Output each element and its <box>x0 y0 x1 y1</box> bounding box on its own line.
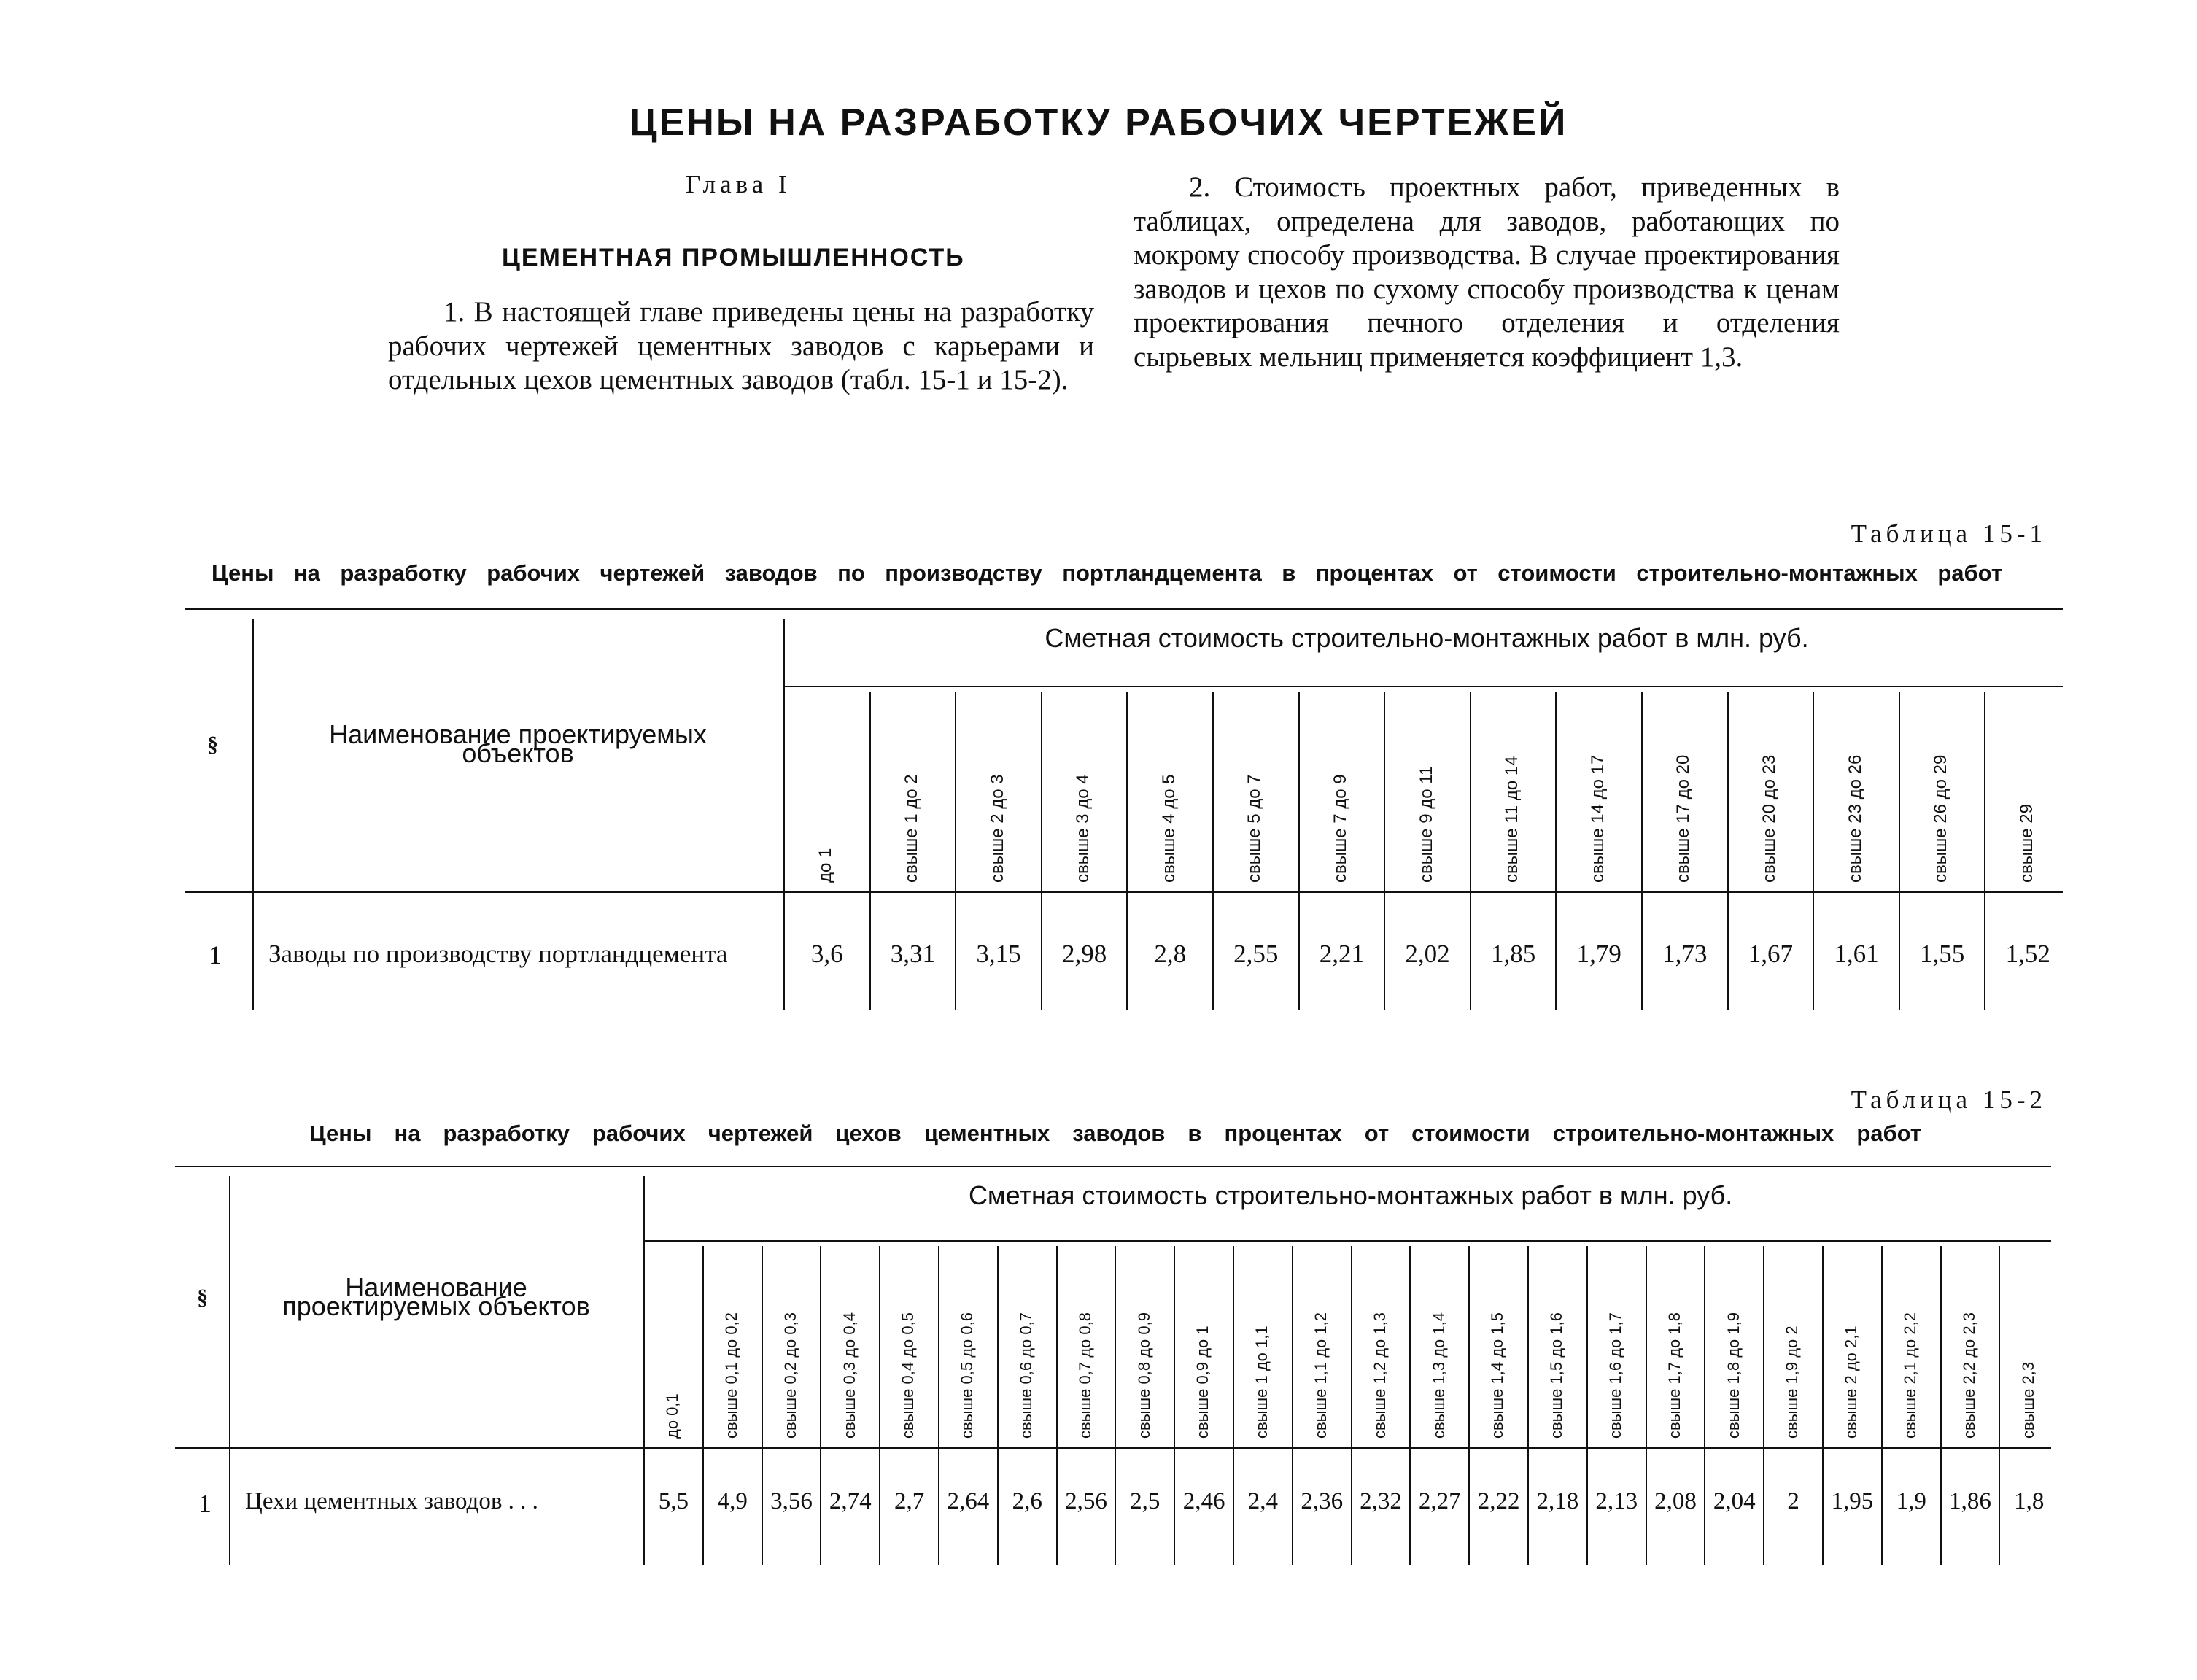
range-col-divider <box>1822 1246 1824 1565</box>
range-header: свыше 0,2 до 0,3 <box>780 1312 799 1439</box>
value-cell: 2,04 <box>1713 1488 1756 1514</box>
chapter-label: Глава I <box>686 170 791 198</box>
value-cell: 2,22 <box>1477 1488 1520 1514</box>
value-cell: 2,74 <box>829 1488 872 1514</box>
range-header: свыше 11 до 14 <box>1502 756 1522 883</box>
range-col-divider <box>1763 1246 1764 1565</box>
value-cell: 2,46 <box>1182 1488 1225 1514</box>
value-cell: 1,55 <box>1919 940 1965 968</box>
group-header-rule <box>643 1240 2051 1242</box>
table-top-rule <box>185 608 2063 610</box>
row-section: 1 <box>198 1489 212 1518</box>
range-col-divider <box>1174 1246 1175 1565</box>
value-cell: 1,52 <box>2005 940 2050 968</box>
section-col-divider <box>229 1176 230 1565</box>
value-cell: 1,9 <box>1896 1488 1926 1514</box>
value-cell: 3,31 <box>890 940 936 968</box>
value-cell: 1,67 <box>1748 940 1794 968</box>
name-col-divider <box>643 1176 645 1565</box>
value-cell: 2,56 <box>1065 1488 1107 1514</box>
value-cell: 2,5 <box>1130 1488 1161 1514</box>
range-col-divider <box>1298 692 1300 1010</box>
range-col-divider <box>1384 692 1385 1010</box>
value-cell: 1,73 <box>1662 940 1708 968</box>
range-header: свыше 4 до 5 <box>1158 774 1179 883</box>
section-col-divider <box>252 619 254 1010</box>
range-header: свыше 17 до 20 <box>1673 754 1694 883</box>
value-cell: 2,8 <box>1154 940 1187 968</box>
range-col-divider <box>1212 692 1214 1010</box>
value-cell: 2,32 <box>1360 1488 1402 1514</box>
range-header: свыше 1,6 до 1,7 <box>1606 1312 1624 1439</box>
table-top-rule <box>175 1166 2051 1167</box>
range-header: свыше 1,7 до 1,8 <box>1665 1312 1683 1439</box>
range-col-divider <box>997 1246 999 1565</box>
value-cell: 2,64 <box>947 1488 990 1514</box>
table-1-caption: Таблица 15-1 <box>1851 519 2047 548</box>
value-cell: 3,15 <box>976 940 1021 968</box>
range-col-divider <box>869 692 871 1010</box>
range-header: свыше 1,1 до 1,2 <box>1311 1312 1330 1439</box>
row-section: 1 <box>209 940 222 969</box>
name-header: Наименование проектируемых объектов <box>282 1272 590 1321</box>
table-1-title: Цены на разработку рабочих чертежей заводов по производству портландцемента в процентах от стоимости строительно-монтажных работ <box>212 560 2002 586</box>
range-col-divider <box>702 1246 704 1565</box>
value-cell: 2,4 <box>1247 1488 1279 1514</box>
range-col-divider <box>1115 1246 1116 1565</box>
range-col-divider <box>1999 1246 2000 1565</box>
value-cell: 1,8 <box>2014 1488 2045 1514</box>
range-col-divider <box>1984 692 1985 1010</box>
range-col-divider <box>1940 1246 1942 1565</box>
range-header: свыше 1 до 2 <box>902 774 921 883</box>
range-header: свыше 23 до 26 <box>1845 754 1865 883</box>
range-header: свыше 26 до 29 <box>1931 754 1951 883</box>
range-col-divider <box>1233 1246 1234 1565</box>
range-header: свыше 5 до 7 <box>1244 774 1265 883</box>
value-cell: 4,9 <box>717 1488 748 1514</box>
table-2-title: Цены на разработку рабочих чертежей цехов цементных заводов в процентах от стоимости строительно-монтажных работ <box>309 1120 1921 1146</box>
range-header: свыше 1,3 до 1,4 <box>1429 1312 1448 1439</box>
range-col-divider <box>1586 1246 1588 1565</box>
range-header: свыше 1,8 до 1,9 <box>1724 1312 1743 1439</box>
range-col-divider <box>1646 1246 1647 1565</box>
value-cell: 2,98 <box>1061 940 1107 968</box>
value-cell: 1,86 <box>1949 1488 1991 1514</box>
paragraph-2: 2. Стоимость проектных работ, приведенных в таблицах, определена для заводов, работающих по мокрому способу производства. В случае проектирования заводов и цехов по сухому способу производства к ценам проектирования печного отделения и отделения сырьевых мельниц применяется коэффициент 1,3. <box>1134 171 1840 373</box>
range-header: свыше 2 до 2,1 <box>1842 1325 1861 1439</box>
range-col-divider <box>1727 692 1729 1010</box>
range-header: свыше 1,2 до 1,3 <box>1370 1312 1389 1439</box>
group-header: Сметная стоимость строительно-монтажных работ в млн. руб. <box>968 1180 1733 1210</box>
range-col-divider <box>1126 692 1128 1010</box>
range-header: свыше 1,4 до 1,5 <box>1488 1312 1507 1439</box>
value-cell: 2,13 <box>1595 1488 1638 1514</box>
range-col-divider <box>1899 692 1900 1010</box>
range-col-divider <box>1468 1246 1470 1565</box>
group-header-rule <box>783 686 2063 687</box>
value-cell: 2,21 <box>1319 940 1365 968</box>
range-header: свыше 0,5 до 0,6 <box>958 1312 977 1439</box>
range-header: свыше 20 до 23 <box>1759 754 1779 883</box>
range-header: свыше 2,1 до 2,2 <box>1901 1312 1919 1439</box>
range-header: свыше 1 до 1,1 <box>1252 1325 1271 1439</box>
range-header: свыше 0,8 до 0,9 <box>1134 1312 1153 1439</box>
group-header: Сметная стоимость строительно-монтажных работ в млн. руб. <box>1045 623 1809 653</box>
value-cell: 2,6 <box>1012 1488 1042 1514</box>
range-header: до 1 <box>815 848 836 883</box>
page-title: ЦЕНЫ НА РАЗРАБОТКУ РАБОЧИХ ЧЕРТЕЖЕЙ <box>629 101 1568 144</box>
value-cell: 2,7 <box>894 1488 925 1514</box>
header-bottom-rule <box>185 891 2063 893</box>
range-col-divider <box>1292 1246 1293 1565</box>
range-col-divider <box>762 1246 763 1565</box>
range-header: до 0,1 <box>663 1393 682 1439</box>
name-header: Наименование проектируемых объектов <box>329 719 707 768</box>
range-col-divider <box>1409 1246 1411 1565</box>
row-name: Заводы по производству портландцемента <box>268 940 728 968</box>
range-header: свыше 9 до 11 <box>1416 765 1436 883</box>
value-cell: 2,18 <box>1536 1488 1579 1514</box>
range-col-divider <box>1704 1246 1705 1565</box>
value-cell: 2,02 <box>1405 940 1450 968</box>
value-cell: 3,6 <box>810 940 843 968</box>
chapter-title: ЦЕМЕНТНАЯ ПРОМЫШЛЕННОСТЬ <box>502 244 965 271</box>
range-col-divider <box>1056 1246 1058 1565</box>
range-header: свыше 0,4 до 0,5 <box>899 1312 918 1439</box>
row-name: Цехи цементных заводов . . . <box>245 1488 538 1514</box>
value-cell: 3,56 <box>770 1488 813 1514</box>
range-col-divider <box>1881 1246 1883 1565</box>
range-header: свыше 7 до 9 <box>1330 774 1350 883</box>
header-bottom-rule <box>175 1447 2051 1449</box>
range-header: свыше 0,9 до 1 <box>1193 1325 1212 1439</box>
section-header: § <box>197 1285 208 1309</box>
range-header: свыше 3 до 4 <box>1073 774 1093 883</box>
range-col-divider <box>820 1246 821 1565</box>
range-col-divider <box>1555 692 1557 1010</box>
range-header: свыше 14 до 17 <box>1587 754 1608 883</box>
range-col-divider <box>1527 1246 1529 1565</box>
range-header: свыше 2,2 до 2,3 <box>1959 1312 1978 1439</box>
range-header: свыше 0,7 до 0,8 <box>1075 1312 1094 1439</box>
value-cell: 1,95 <box>1831 1488 1874 1514</box>
range-header: свыше 2,3 <box>2018 1361 2037 1439</box>
range-header: свыше 29 <box>2016 804 2037 883</box>
range-col-divider <box>1470 692 1471 1010</box>
range-header: свыше 1,5 до 1,6 <box>1547 1312 1566 1439</box>
section-header: § <box>207 732 218 756</box>
value-cell: 2,27 <box>1418 1488 1461 1514</box>
paragraph-1: 1. В настоящей главе приведены цены на разработку рабочих чертежей цементных заводов с карьерами и отдельных цехов цементных заводов (табл. 15-1 и 15-2). <box>388 296 1094 395</box>
range-col-divider <box>1351 1246 1352 1565</box>
range-col-divider <box>879 1246 880 1565</box>
value-cell: 2,36 <box>1301 1488 1344 1514</box>
range-header: свыше 2 до 3 <box>987 774 1007 883</box>
range-header: свыше 0,6 до 0,7 <box>1017 1312 1035 1439</box>
range-col-divider <box>955 692 956 1010</box>
value-cell: 2 <box>1787 1488 1799 1514</box>
value-cell: 2,55 <box>1233 940 1279 968</box>
range-col-divider <box>1641 692 1643 1010</box>
value-cell: 2,08 <box>1654 1488 1697 1514</box>
name-col-divider <box>783 619 785 1010</box>
range-col-divider <box>938 1246 939 1565</box>
value-cell: 1,79 <box>1576 940 1621 968</box>
range-header: свыше 0,3 до 0,4 <box>840 1312 859 1439</box>
table-2-caption: Таблица 15-2 <box>1851 1085 2047 1114</box>
value-cell: 1,61 <box>1834 940 1879 968</box>
range-col-divider <box>1041 692 1042 1010</box>
value-cell: 5,5 <box>658 1488 689 1514</box>
value-cell: 1,85 <box>1490 940 1536 968</box>
range-col-divider <box>1813 692 1814 1010</box>
range-header: свыше 0,1 до 0,2 <box>722 1312 740 1439</box>
range-header: свыше 1,9 до 2 <box>1783 1325 1802 1439</box>
